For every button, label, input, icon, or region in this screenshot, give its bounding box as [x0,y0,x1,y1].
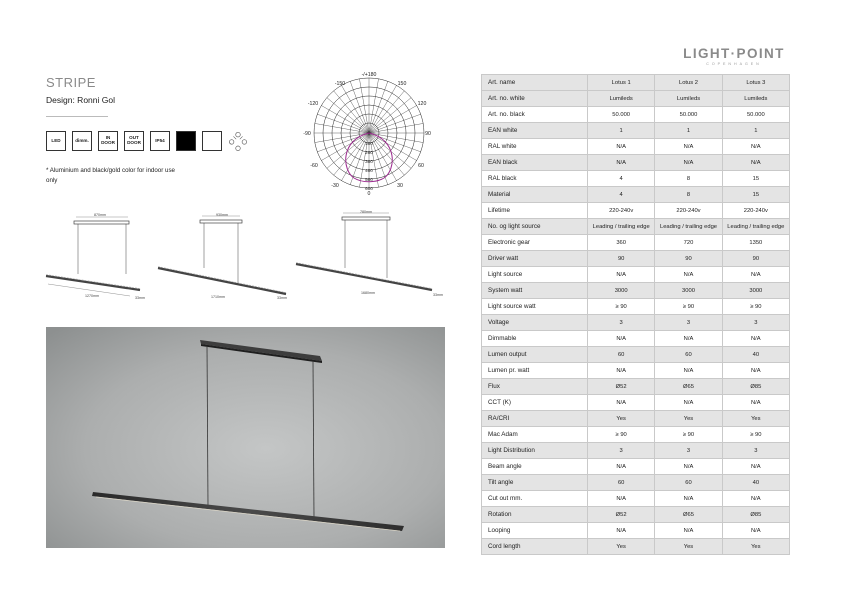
table-row [482,107,790,123]
row-value-cell: N/A [588,459,655,475]
feature-icons [46,131,248,151]
row-value-cell: N/A [722,491,789,507]
drawing-medium-length: 1710mm [211,295,225,299]
row-label-cell: Lifetime [482,203,588,219]
row-label-cell: Art. no. white [482,91,588,107]
table-row [482,267,790,283]
row-label-cell: Lumen output [482,347,588,363]
table-row [482,539,790,555]
row-value-cell: N/A [655,395,722,411]
drawing-small-length: 1270mm [85,294,99,298]
row-value-cell: 3000 [655,283,722,299]
row-value-cell: 8 [655,171,722,187]
row-value-cell: Lumileds [655,91,722,107]
table-row [482,491,790,507]
row-value-cell: Leading / trailing edge [655,219,722,235]
table-row [482,139,790,155]
drawing-large-depth: 33mm [433,293,443,297]
table-row [482,523,790,539]
row-label-cell: System watt [482,283,588,299]
product-photo [46,327,445,548]
row-value-cell: Yes [655,539,722,555]
table-row [482,315,790,331]
polar-label-150: 150 [397,81,407,87]
drawing-small-depth: 33mm [135,296,145,300]
row-value-cell: Ø85 [722,379,789,395]
row-label-cell: Mac Adam [482,427,588,443]
row-value-cell: Leading / trailing edge [588,219,655,235]
row-value-cell: 3 [588,315,655,331]
row-value-cell: Lumileds [722,91,789,107]
drawing-large [296,213,432,290]
row-value-cell: 3 [722,443,789,459]
polar-label-neg90: -90 [303,131,311,137]
table-row [482,443,790,459]
row-value-cell: N/A [588,155,655,171]
product-title: STRIPE [46,75,96,90]
polar-label-neg30: -30 [331,183,339,189]
row-label-cell: Light source [482,267,588,283]
table-row [482,219,790,235]
polar-label-120: 120 [417,101,427,107]
row-label-cell: EAN white [482,123,588,139]
row-value-cell: 90 [655,251,722,267]
row-value-cell: Ø52 [588,507,655,523]
row-value-cell: Yes [588,411,655,427]
header-label-cell: Art. name [482,75,588,91]
row-label-cell: Light Distribution [482,443,588,459]
row-value-cell: 60 [655,475,722,491]
row-value-cell: N/A [655,363,722,379]
polar-label-180: -/+180 [361,72,377,78]
row-label-cell: No. og light source [482,219,588,235]
table-row [482,347,790,363]
row-value-cell: 220-240v [655,203,722,219]
row-label-cell: Driver watt [482,251,588,267]
polar-radial-400: 400 [365,168,373,173]
table-row [482,475,790,491]
brand-logo [678,46,790,66]
row-value-cell: Ø85 [722,507,789,523]
header-column-cell: Lotus 2 [655,75,722,91]
outdoor-icon: OUT DOOR [124,131,144,151]
row-value-cell: 3000 [588,283,655,299]
row-label-cell: Light source watt [482,299,588,315]
row-value-cell: 15 [722,187,789,203]
product-designer: Design: Ronni Gol [46,95,115,105]
row-value-cell: 90 [722,251,789,267]
row-value-cell: N/A [588,523,655,539]
row-value-cell: N/A [588,139,655,155]
row-value-cell: N/A [588,363,655,379]
white-color-swatch-icon [202,131,222,151]
row-label-cell: RAL black [482,171,588,187]
row-value-cell: ≥ 90 [655,427,722,443]
row-label-cell: Dimmable [482,331,588,347]
table-row [482,155,790,171]
row-label-cell: Cut out mm. [482,491,588,507]
row-label-cell: Art. no. black [482,107,588,123]
row-label-cell: Voltage [482,315,588,331]
polar-radial-300: 300 [365,159,373,164]
polar-label-neg60: -60 [310,163,318,169]
table-row [482,427,790,443]
row-value-cell: N/A [655,523,722,539]
polar-radial-600: 600 [365,186,373,191]
dimmable-icon: dimm. [72,131,92,151]
row-value-cell: 40 [722,475,789,491]
row-value-cell: 3000 [722,283,789,299]
row-value-cell: Ø65 [655,507,722,523]
row-label-cell: Cord length [482,539,588,555]
row-value-cell: 3 [722,315,789,331]
row-value-cell: 50.000 [722,107,789,123]
polar-radial-200: 200 [365,150,373,155]
row-value-cell: N/A [722,267,789,283]
table-row [482,411,790,427]
row-value-cell: 15 [722,171,789,187]
drawing-small-width: 870mm [94,213,106,217]
row-value-cell: N/A [722,395,789,411]
row-value-cell: 4 [588,171,655,187]
row-label-cell: Tilt angle [482,475,588,491]
polar-label-neg120: -120 [307,101,319,107]
row-value-cell: 60 [588,347,655,363]
table-row [482,171,790,187]
black-color-swatch-icon [176,131,196,151]
row-value-cell: N/A [588,395,655,411]
drawing-medium [158,216,286,294]
row-label-cell: RA/CRI [482,411,588,427]
installation-diagram-icon [228,131,248,151]
row-value-cell: Yes [588,539,655,555]
row-value-cell: 1 [655,123,722,139]
header-column-cell: Lotus 1 [588,75,655,91]
drawing-medium-width: 930mm [216,213,228,217]
row-value-cell: Ø52 [588,379,655,395]
row-value-cell: 4 [588,187,655,203]
row-value-cell: N/A [722,363,789,379]
table-row [482,187,790,203]
header-column-cell: Lotus 3 [722,75,789,91]
row-label-cell: Looping [482,523,588,539]
drawing-medium-depth: 33mm [277,296,287,300]
row-label-cell: Beam angle [482,459,588,475]
row-value-cell: 1 [588,123,655,139]
row-value-cell: 3 [588,443,655,459]
row-value-cell: 90 [588,251,655,267]
row-value-cell: N/A [722,139,789,155]
polar-label-60: 60 [418,163,424,169]
divider [46,116,108,117]
row-value-cell: Yes [722,539,789,555]
polar-diagram [300,70,440,198]
row-value-cell: 1 [722,123,789,139]
row-value-cell: N/A [588,267,655,283]
row-value-cell: N/A [655,331,722,347]
row-value-cell: Lumileds [588,91,655,107]
row-value-cell: 40 [722,347,789,363]
table-row [482,251,790,267]
row-value-cell: 3 [655,315,722,331]
row-value-cell: ≥ 90 [588,427,655,443]
row-value-cell: N/A [588,491,655,507]
row-value-cell: Yes [722,411,789,427]
drawing-small [46,217,140,296]
polar-label-0: 0 [367,191,371,197]
row-value-cell: N/A [722,331,789,347]
polar-radial-500: 500 [365,177,373,182]
row-value-cell: 50.000 [655,107,722,123]
brand-name: LIGHT·POINT [683,46,785,61]
table-row [482,283,790,299]
row-value-cell: 50.000 [588,107,655,123]
row-label-cell: Material [482,187,588,203]
drawing-large-width: 780mm [360,210,372,214]
row-value-cell: N/A [655,491,722,507]
table-row [482,507,790,523]
row-value-cell: ≥ 90 [722,299,789,315]
polar-label-90: 90 [425,131,431,137]
polar-radial-100: 100 [365,141,373,146]
row-value-cell: Ø65 [655,379,722,395]
table-row [482,299,790,315]
row-value-cell: 1350 [722,235,789,251]
led-icon: LED [46,131,66,151]
table-row [482,235,790,251]
table-row [482,363,790,379]
row-value-cell: 360 [588,235,655,251]
indoor-icon: IN DOOR [98,131,118,151]
table-row [482,459,790,475]
table-row [482,91,790,107]
row-label-cell: EAN black [482,155,588,171]
table-row [482,395,790,411]
row-value-cell: N/A [655,139,722,155]
polar-label-30: 30 [397,183,403,189]
row-label-cell: Lumen pr. watt [482,363,588,379]
table-header-row [482,75,790,91]
row-value-cell: 220-240v [588,203,655,219]
polar-label-neg150: -150 [334,81,346,87]
row-label-cell: CCT (K) [482,395,588,411]
table-row [482,123,790,139]
table-row [482,203,790,219]
row-value-cell: ≥ 90 [588,299,655,315]
row-value-cell: N/A [722,523,789,539]
row-value-cell: N/A [655,459,722,475]
row-label-cell: Flux [482,379,588,395]
row-label-cell: Electronic gear [482,235,588,251]
row-value-cell: 8 [655,187,722,203]
drawing-large-length: 1680mm [361,291,375,295]
brand-tagline: COPENHAGEN [706,62,762,66]
table-row [482,331,790,347]
row-value-cell: Leading / trailing edge [722,219,789,235]
row-value-cell: 60 [588,475,655,491]
row-value-cell: N/A [655,267,722,283]
row-value-cell: N/A [588,331,655,347]
row-label-cell: Rotation [482,507,588,523]
row-value-cell: N/A [722,459,789,475]
technical-drawings [40,208,450,306]
row-value-cell: 60 [655,347,722,363]
row-label-cell: RAL white [482,139,588,155]
row-value-cell: 3 [655,443,722,459]
material-note: * Aluminium and black/gold color for indoor use only [46,167,175,184]
row-value-cell: N/A [722,155,789,171]
ip-rating-icon: IP54 [150,131,170,151]
table-row [482,379,790,395]
row-value-cell: Yes [655,411,722,427]
specification-table [481,74,790,555]
row-value-cell: 220-240v [722,203,789,219]
row-value-cell: 720 [655,235,722,251]
row-value-cell: ≥ 90 [722,427,789,443]
row-value-cell: N/A [655,155,722,171]
row-value-cell: ≥ 90 [655,299,722,315]
